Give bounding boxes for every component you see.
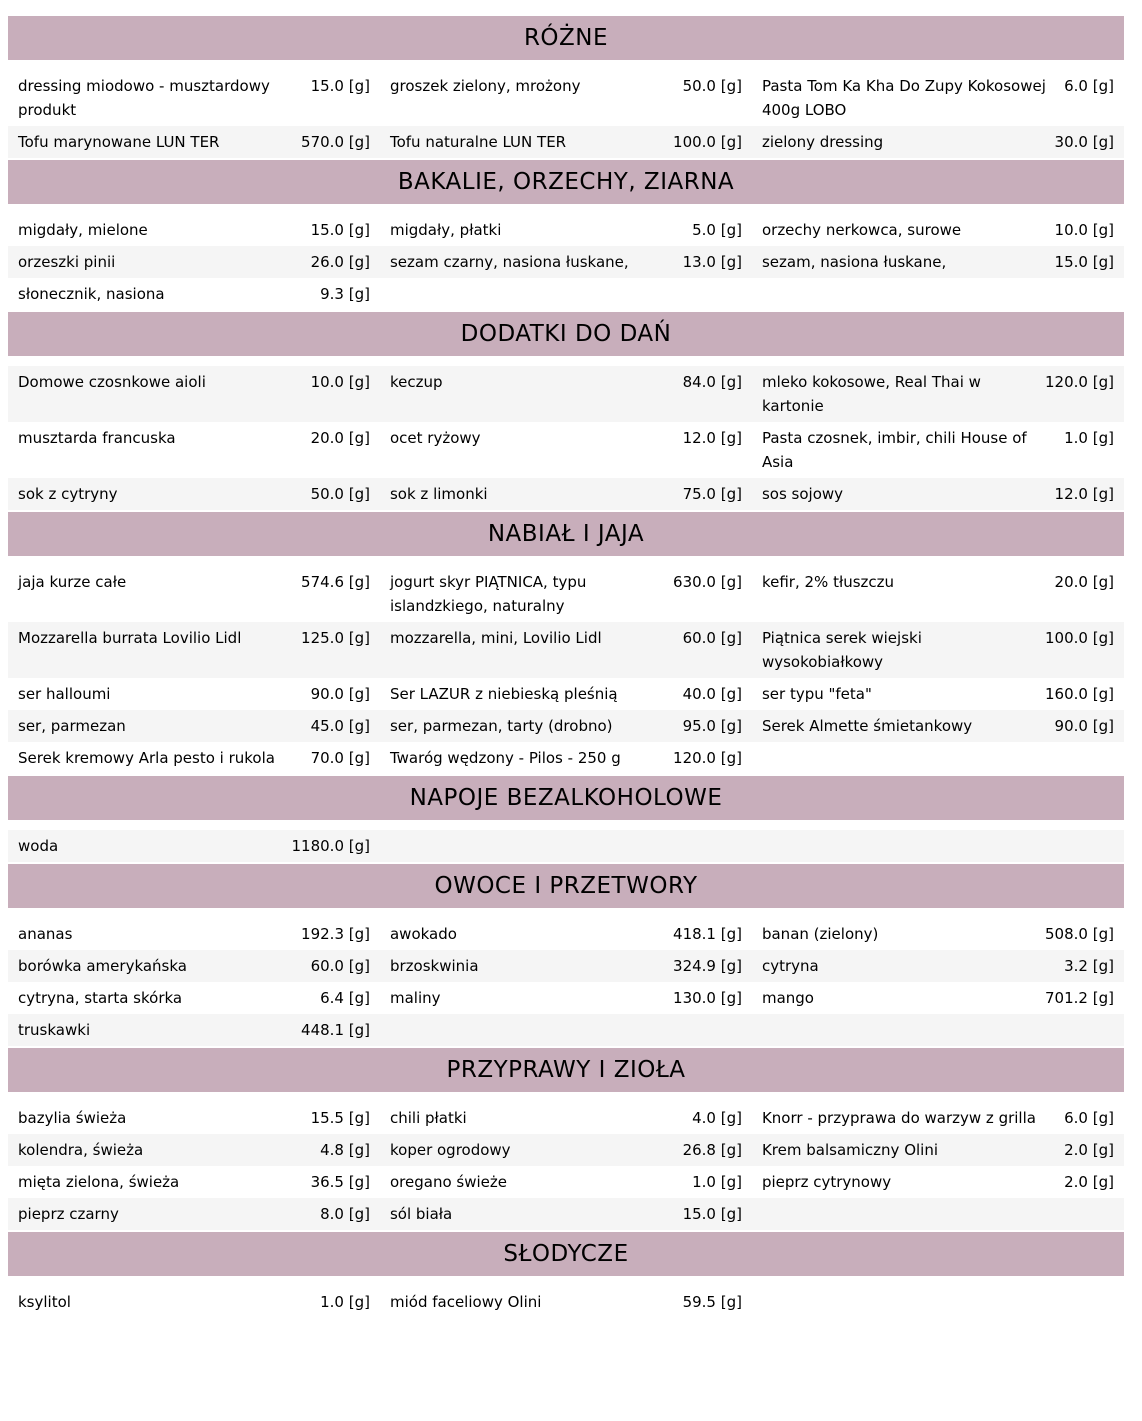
item-weight-value: 26.0 [g] (310, 253, 370, 271)
section-title: RÓŻNE (523, 25, 609, 51)
item-weight-value: 90.0 [g] (310, 685, 370, 703)
item-weight-value: 95.0 [g] (682, 717, 742, 735)
item-cell (380, 954, 752, 978)
item-weight-value: 12.0 [g] (682, 429, 742, 447)
item-name: musztarda francuska (18, 429, 176, 447)
item-name: mięta zielona, świeża (18, 1173, 180, 1191)
table-row (8, 70, 1124, 126)
item-name: słonecznik, nasiona (18, 285, 165, 303)
item-name: ananas (18, 925, 73, 943)
item-cell (752, 570, 1124, 618)
item-cell (8, 250, 380, 274)
item-cell (380, 1138, 752, 1162)
item-weight-value: 26.8 [g] (682, 1141, 742, 1159)
table-row (8, 1166, 1124, 1198)
item-cell (752, 1170, 1124, 1194)
item-cell (752, 682, 1124, 706)
table-row (8, 918, 1124, 950)
section-header (8, 1232, 1124, 1276)
section-header (8, 512, 1124, 556)
item-name: ser typu "feta" (761, 685, 872, 703)
item-weight-value: 20.0 [g] (310, 429, 370, 447)
item-name: keczup (389, 373, 443, 391)
item-weight-value: 60.0 [g] (682, 629, 742, 647)
item-cell (752, 370, 1124, 418)
item-weight-value: 1.0 [g] (1064, 429, 1114, 447)
section-title: DODATKI DO DAŃ (460, 321, 672, 347)
item-weight-value: 75.0 [g] (682, 485, 742, 503)
table-row (8, 126, 1124, 158)
item-cell (8, 1138, 380, 1162)
table-row (8, 742, 1124, 774)
item-cell (752, 74, 1124, 122)
item-name: truskawki (18, 1021, 91, 1039)
item-weight-value: 160.0 [g] (1045, 685, 1114, 703)
item-cell (380, 250, 752, 274)
table-row (8, 566, 1124, 622)
item-name: migdały, płatki (389, 221, 502, 239)
item-name: Krem balsamiczny Olini (761, 1141, 939, 1159)
item-cell (380, 682, 752, 706)
section-header (8, 312, 1124, 356)
item-name: cytryna, starta skórka (18, 989, 183, 1007)
item-weight-value: 1180.0 [g] (291, 837, 370, 855)
item-weight-value: 5.0 [g] (692, 221, 742, 239)
item-weight-value: 701.2 [g] (1045, 989, 1114, 1007)
item-name: Pasta Tom Ka Kha Do Zupy Kokosowej 400g LOBO (761, 77, 1046, 119)
item-cell (752, 922, 1124, 946)
empty-cell (752, 1202, 1124, 1226)
item-name: Serek kremowy Arla pesto i rukola (18, 749, 275, 767)
item-weight-value: 15.0 [g] (682, 1205, 742, 1223)
item-weight-value: 10.0 [g] (1054, 221, 1114, 239)
item-cell (8, 1018, 380, 1042)
item-cell (8, 986, 380, 1010)
empty-cell (380, 1018, 752, 1042)
section-header (8, 16, 1124, 60)
item-name: sok z limonki (389, 485, 488, 503)
item-name: ksylitol (18, 1293, 71, 1311)
item-name: cytryna (761, 957, 819, 975)
item-weight-value: 125.0 [g] (301, 629, 370, 647)
item-name: chili płatki (389, 1109, 467, 1127)
item-weight-value: 6.4 [g] (320, 989, 370, 1007)
item-cell (8, 570, 380, 618)
item-cell (8, 370, 380, 418)
item-weight-value: 60.0 [g] (310, 957, 370, 975)
item-weight-value: 192.3 [g] (301, 925, 370, 943)
item-weight-value: 15.0 [g] (1054, 253, 1114, 271)
item-weight-value: 13.0 [g] (682, 253, 742, 271)
table-row (8, 622, 1124, 678)
item-name: ser, parmezan (18, 717, 126, 735)
item-weight-value: 30.0 [g] (1054, 133, 1114, 151)
item-name: Tofu naturalne LUN TER (389, 133, 567, 151)
item-cell (8, 218, 380, 242)
section-title: NAPOJE BEZALKOHOLOWE (409, 785, 723, 811)
item-name: Knorr - przyprawa do warzyw z grilla (761, 1109, 1036, 1127)
item-name: bazylia świeża (18, 1109, 127, 1127)
item-name: Domowe czosnkowe aioli (18, 373, 206, 391)
item-weight-value: 448.1 [g] (301, 1021, 370, 1039)
item-cell (380, 626, 752, 674)
section-title: SŁODYCZE (503, 1241, 629, 1267)
table-row (8, 1014, 1124, 1046)
table-row (8, 1198, 1124, 1230)
item-cell (752, 626, 1124, 674)
item-cell (380, 1290, 752, 1314)
item-cell (8, 426, 380, 474)
section-title: PRZYPRAWY I ZIOŁA (446, 1057, 686, 1083)
item-name: banan (zielony) (761, 925, 879, 943)
item-name: Mozzarella burrata Lovilio Lidl (18, 629, 242, 647)
section-title: NABIAŁ I JAJA (487, 521, 645, 547)
item-cell (380, 1170, 752, 1194)
empty-cell (380, 834, 752, 858)
item-cell (380, 1106, 752, 1130)
section-header (8, 1048, 1124, 1092)
item-cell (8, 746, 380, 770)
table-row (8, 1286, 1124, 1318)
item-weight-value: 8.0 [g] (320, 1205, 370, 1223)
item-name: oregano świeże (389, 1173, 507, 1191)
item-name: Piątnica serek wiejski wysokobiałkowy (761, 629, 922, 671)
item-name: Ser LAZUR z niebieską pleśnią (389, 685, 618, 703)
empty-cell (380, 282, 752, 306)
item-name: Tofu marynowane LUN TER (18, 133, 220, 151)
section-header (8, 160, 1124, 204)
item-cell (752, 218, 1124, 242)
item-cell (8, 130, 380, 154)
item-name: dressing miodowo - musztardowy produkt (18, 77, 270, 119)
item-name: pieprz czarny (18, 1205, 119, 1223)
item-name: jaja kurze całe (18, 573, 127, 591)
item-cell (380, 570, 752, 618)
item-name: Twaróg wędzony - Pilos - 250 g (389, 749, 621, 767)
item-cell (8, 834, 380, 858)
item-weight-value: 6.0 [g] (1064, 77, 1114, 95)
item-weight-value: 20.0 [g] (1054, 573, 1114, 591)
item-name: koper ogrodowy (389, 1141, 511, 1159)
item-cell (380, 426, 752, 474)
item-cell (752, 250, 1124, 274)
table-row (8, 366, 1124, 422)
item-name: mango (761, 989, 814, 1007)
item-weight-value: 130.0 [g] (673, 989, 742, 1007)
item-name: Serek Almette śmietankowy (761, 717, 973, 735)
item-name: sos sojowy (761, 485, 844, 503)
item-name: borówka amerykańska (18, 957, 187, 975)
item-weight-value: 2.0 [g] (1064, 1173, 1114, 1191)
item-weight-value: 1.0 [g] (320, 1293, 370, 1311)
item-weight-value: 324.9 [g] (673, 957, 742, 975)
item-cell (752, 954, 1124, 978)
item-weight-value: 59.5 [g] (682, 1293, 742, 1311)
empty-cell (752, 282, 1124, 306)
item-cell (8, 1290, 380, 1314)
item-name: woda (18, 837, 59, 855)
item-cell (8, 626, 380, 674)
item-weight-value: 40.0 [g] (682, 685, 742, 703)
item-cell (380, 922, 752, 946)
item-cell (8, 714, 380, 738)
item-weight-value: 2.0 [g] (1064, 1141, 1114, 1159)
empty-cell (752, 1018, 1124, 1042)
item-name: ocet ryżowy (389, 429, 481, 447)
item-cell (752, 130, 1124, 154)
item-name: brzoskwinia (389, 957, 479, 975)
item-cell (380, 714, 752, 738)
item-cell (380, 746, 752, 770)
item-weight-value: 45.0 [g] (310, 717, 370, 735)
item-name: sezam czarny, nasiona łuskane, (389, 253, 629, 271)
item-cell (8, 682, 380, 706)
item-cell (380, 1202, 752, 1226)
item-weight-value: 36.5 [g] (310, 1173, 370, 1191)
item-weight-value: 120.0 [g] (1045, 373, 1114, 391)
item-weight-value: 15.0 [g] (310, 77, 370, 95)
item-weight-value: 15.5 [g] (310, 1109, 370, 1127)
item-name: sezam, nasiona łuskane, (761, 253, 947, 271)
item-name: ser halloumi (18, 685, 111, 703)
item-cell (752, 482, 1124, 506)
item-name: orzechy nerkowca, surowe (761, 221, 962, 239)
item-cell (8, 482, 380, 506)
item-name: maliny (389, 989, 441, 1007)
table-row (8, 830, 1124, 862)
section-title: OWOCE I PRZETWORY (434, 873, 698, 899)
item-weight-value: 15.0 [g] (310, 221, 370, 239)
item-name: jogurt skyr PIĄTNICA, typu islandzkiego, naturalny (389, 573, 587, 615)
item-name: kolendra, świeża (18, 1141, 144, 1159)
item-weight-value: 630.0 [g] (673, 573, 742, 591)
item-name: sól biała (389, 1205, 453, 1223)
item-weight-value: 4.0 [g] (692, 1109, 742, 1127)
item-name: mozzarella, mini, Lovilio Lidl (389, 629, 602, 647)
item-weight-value: 50.0 [g] (682, 77, 742, 95)
item-cell (8, 1170, 380, 1194)
item-cell (752, 1138, 1124, 1162)
table-row (8, 710, 1124, 742)
item-cell (752, 986, 1124, 1010)
item-weight-value: 12.0 [g] (1054, 485, 1114, 503)
table-row (8, 214, 1124, 246)
item-weight-value: 10.0 [g] (310, 373, 370, 391)
item-name: sok z cytryny (18, 485, 118, 503)
item-cell (380, 482, 752, 506)
table-row (8, 1134, 1124, 1166)
item-weight-value: 70.0 [g] (310, 749, 370, 767)
item-weight-value: 50.0 [g] (310, 485, 370, 503)
item-weight-value: 508.0 [g] (1045, 925, 1114, 943)
item-cell (8, 922, 380, 946)
item-cell (380, 218, 752, 242)
item-name: mleko kokosowe, Real Thai w kartonie (761, 373, 981, 415)
item-cell (752, 426, 1124, 474)
table-row (8, 278, 1124, 310)
empty-cell (752, 746, 1124, 770)
item-name: Pasta czosnek, imbir, chili House of Asia (761, 429, 1027, 471)
section-title: BAKALIE, ORZECHY, ZIARNA (397, 169, 735, 195)
item-weight-value: 570.0 [g] (301, 133, 370, 151)
item-cell (380, 370, 752, 418)
item-weight-value: 3.2 [g] (1064, 957, 1114, 975)
item-name: orzeszki pinii (18, 253, 116, 271)
item-weight-value: 100.0 [g] (673, 133, 742, 151)
section-header (8, 776, 1124, 820)
item-cell (8, 954, 380, 978)
item-weight-value: 100.0 [g] (1045, 629, 1114, 647)
table-row (8, 678, 1124, 710)
table-row (8, 982, 1124, 1014)
item-weight-value: 120.0 [g] (673, 749, 742, 767)
item-cell (752, 714, 1124, 738)
item-weight-value: 6.0 [g] (1064, 1109, 1114, 1127)
item-weight-value: 4.8 [g] (320, 1141, 370, 1159)
item-weight-value: 574.6 [g] (301, 573, 370, 591)
item-weight-value: 9.3 [g] (320, 285, 370, 303)
section-header (8, 864, 1124, 908)
item-name: miód faceliowy Olini (389, 1293, 542, 1311)
item-cell (8, 74, 380, 122)
item-weight-value: 1.0 [g] (692, 1173, 742, 1191)
item-cell (8, 282, 380, 306)
table-row (8, 1102, 1124, 1134)
item-cell (380, 74, 752, 122)
table-row (8, 422, 1124, 478)
item-weight-value: 90.0 [g] (1054, 717, 1114, 735)
empty-cell (752, 834, 1124, 858)
table-row (8, 478, 1124, 510)
table-row (8, 246, 1124, 278)
item-name: zielony dressing (761, 133, 884, 151)
item-cell (380, 986, 752, 1010)
item-name: pieprz cytrynowy (761, 1173, 892, 1191)
item-name: kefir, 2% tłuszczu (761, 573, 895, 591)
table-row (8, 950, 1124, 982)
item-cell (8, 1106, 380, 1130)
item-name: groszek zielony, mrożony (389, 77, 581, 95)
item-cell (8, 1202, 380, 1226)
item-cell (380, 130, 752, 154)
item-weight-value: 84.0 [g] (682, 373, 742, 391)
item-weight-value: 418.1 [g] (673, 925, 742, 943)
item-name: ser, parmezan, tarty (drobno) (389, 717, 613, 735)
item-name: awokado (389, 925, 457, 943)
item-name: migdały, mielone (18, 221, 148, 239)
empty-cell (752, 1290, 1124, 1314)
item-cell (752, 1106, 1124, 1130)
